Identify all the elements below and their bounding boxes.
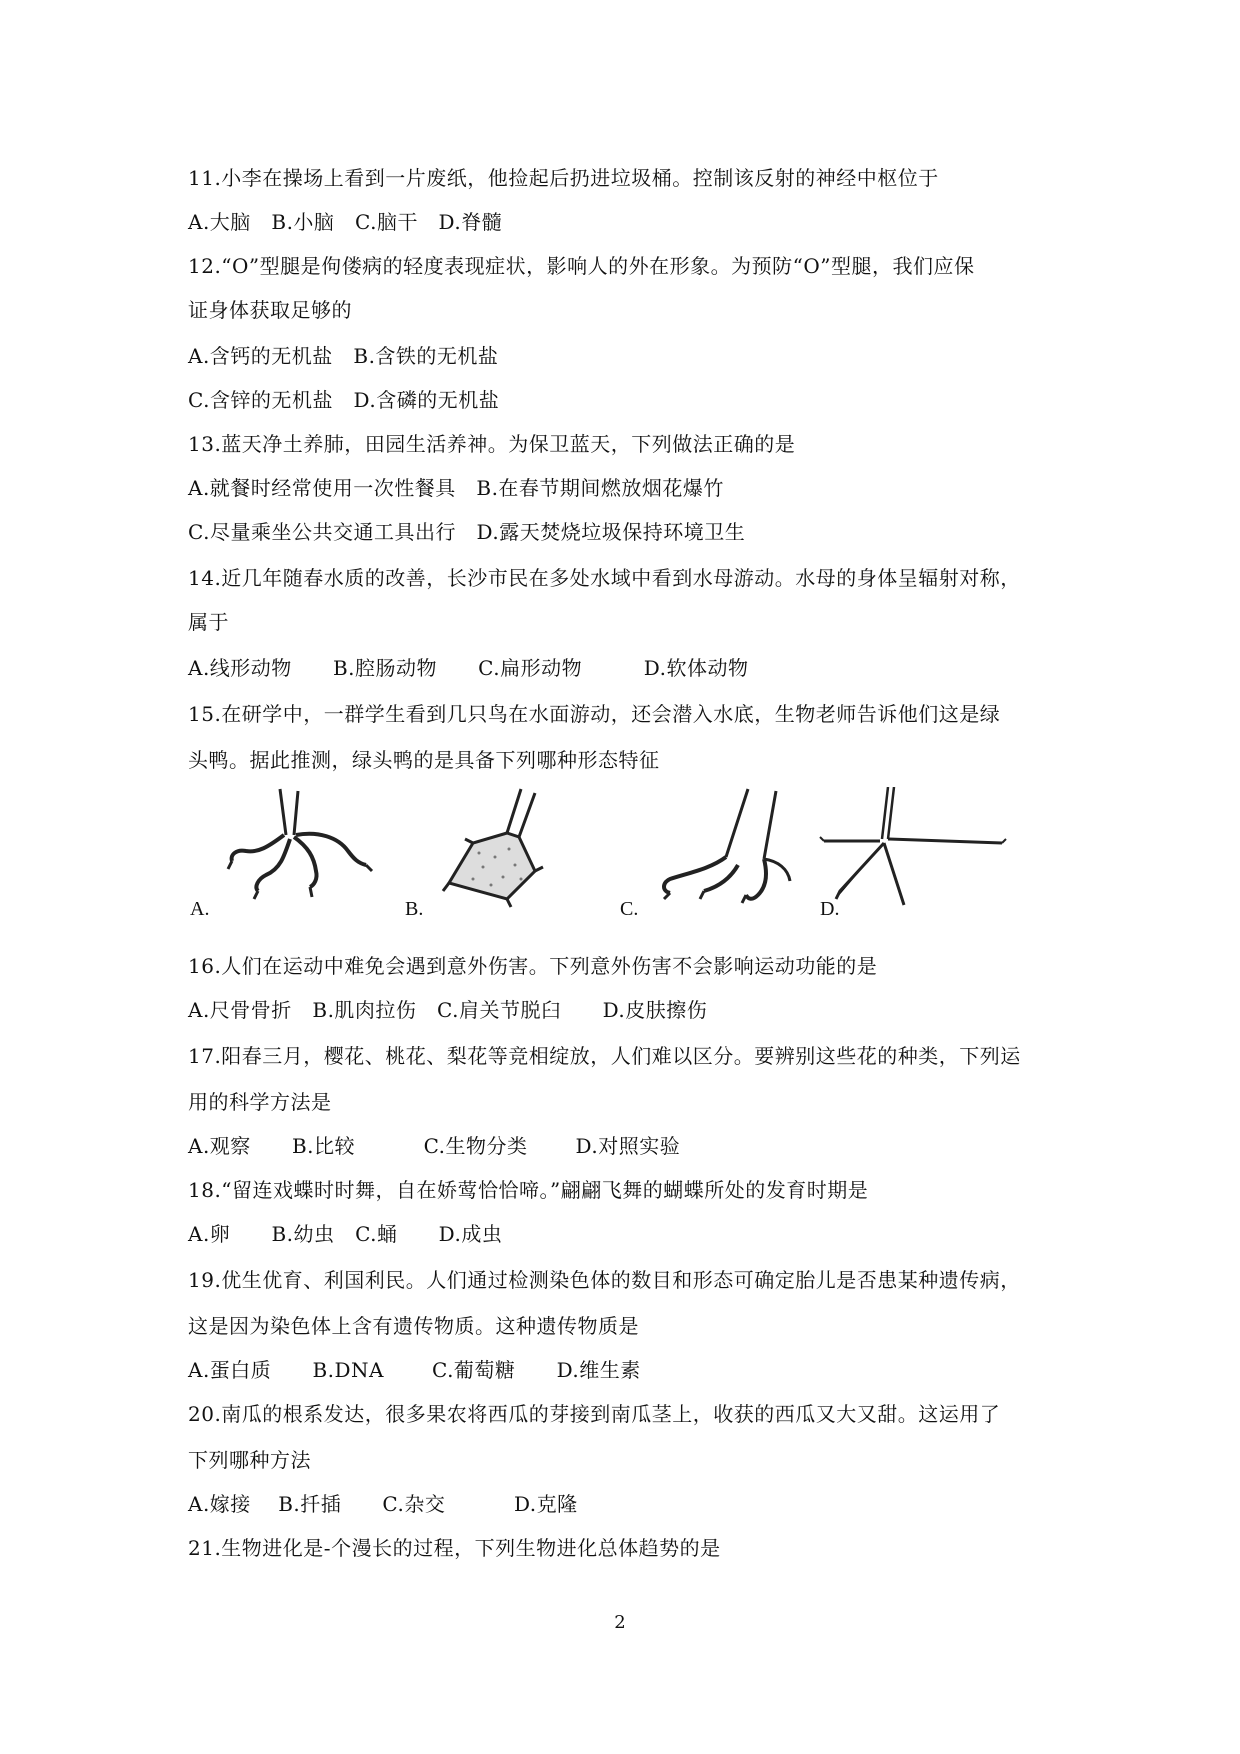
- wading-bird-foot-icon: [818, 787, 1008, 922]
- question-13-options-ab: A.就餐时经常使用一次性餐具 B.在春节期间燃放烟花爆竹: [188, 476, 724, 500]
- question-12: 12.“O”型腿是佝偻病的轻度表现症状，影响人的外在形象。为预防“O”型腿，我们应保: [188, 254, 975, 278]
- question-12-options-cd: C.含锌的无机盐 D.含磷的无机盐: [188, 388, 500, 412]
- ground-bird-foot-icon: [618, 787, 808, 922]
- figure-label-c: C.: [620, 898, 639, 920]
- page-number: 2: [614, 1612, 626, 1633]
- figure-a: [188, 787, 378, 922]
- question-13: 13.蓝天净土养肺，田园生活养神。为保卫蓝天，下列做法正确的是: [188, 432, 796, 456]
- question-21: 21.生物进化是-个漫长的过程，下列生物进化总体趋势的是: [188, 1536, 721, 1560]
- figure-b: [403, 787, 593, 922]
- question-20-options: A.嫁接 B.扦插 C.杂交 D.克隆: [188, 1492, 578, 1516]
- question-17-options: A.观察 B.比较 C.生物分类 D.对照实验: [188, 1134, 681, 1158]
- question-14-options: A.线形动物 B.腔肠动物 C.扁形动物 D.软体动物: [188, 656, 749, 680]
- question-14: 14.近几年随春水质的改善，长沙市民在多处水域中看到水母游动。水母的身体呈辐射对称，: [188, 566, 1021, 590]
- question-19-options: A.蛋白质 B.DNA C.葡萄糖 D.维生素: [188, 1358, 641, 1382]
- figure-label-a: A.: [190, 898, 210, 920]
- question-15: 15.在研学中，一群学生看到几只鸟在水面游动，还会潜入水底，生物老师告诉他们这是绿: [188, 702, 1001, 726]
- question-15-cont: 头鸭。据此推测，绿头鸭的是具备下列哪种形态特征: [188, 748, 660, 772]
- bird-feet-figure: [188, 787, 1008, 922]
- question-12-cont: 证身体获取足够的: [188, 298, 352, 322]
- figure-label-d: D.: [820, 898, 840, 920]
- question-11: 11.小李在操场上看到一片废纸，他捡起后扔进垃圾桶。控制该反射的神经中枢位于: [188, 166, 939, 190]
- raptor-claw-icon: [188, 787, 378, 922]
- figure-label-b: B.: [405, 898, 424, 920]
- question-17-cont: 用的科学方法是: [188, 1090, 332, 1114]
- figure-d: [818, 787, 1008, 922]
- question-13-options-cd: C.尽量乘坐公共交通工具出行 D.露天焚烧垃圾保持环境卫生: [188, 520, 746, 544]
- question-19-cont: 这是因为染色体上含有遗传物质。这种遗传物质是: [188, 1314, 639, 1338]
- question-18: 18.“留连戏蝶时时舞，自在娇莺恰恰啼。”翩翩飞舞的蝴蝶所处的发育时期是: [188, 1178, 869, 1202]
- question-20: 20.南瓜的根系发达，很多果农将西瓜的芽接到南瓜茎上，收获的西瓜又大又甜。这运用了: [188, 1402, 1001, 1426]
- question-16: 16.人们在运动中难免会遇到意外伤害。下列意外伤害不会影响运动功能的是: [188, 954, 878, 978]
- question-14-cont: 属于: [188, 610, 229, 634]
- question-16-options: A.尺骨骨折 B.肌肉拉伤 C.肩关节脱臼 D.皮肤擦伤: [188, 998, 708, 1022]
- question-11-options: A.大脑 B.小脑 C.脑干 D.脊髓: [188, 210, 503, 234]
- question-20-cont: 下列哪种方法: [188, 1448, 311, 1472]
- question-12-options-ab: A.含钙的无机盐 B.含铁的无机盐: [188, 344, 499, 368]
- question-18-options: A.卵 B.幼虫 C.蛹 D.成虫: [188, 1222, 503, 1246]
- figure-c: [618, 787, 808, 922]
- webbed-foot-icon: [403, 787, 593, 922]
- question-19: 19.优生优育、利国利民。人们通过检测染色体的数目和形态可确定胎儿是否患某种遗传病，: [188, 1268, 1021, 1292]
- question-17: 17.阳春三月，樱花、桃花、梨花等竞相绽放，人们难以区分。要辨别这些花的种类，下列运: [188, 1044, 1021, 1068]
